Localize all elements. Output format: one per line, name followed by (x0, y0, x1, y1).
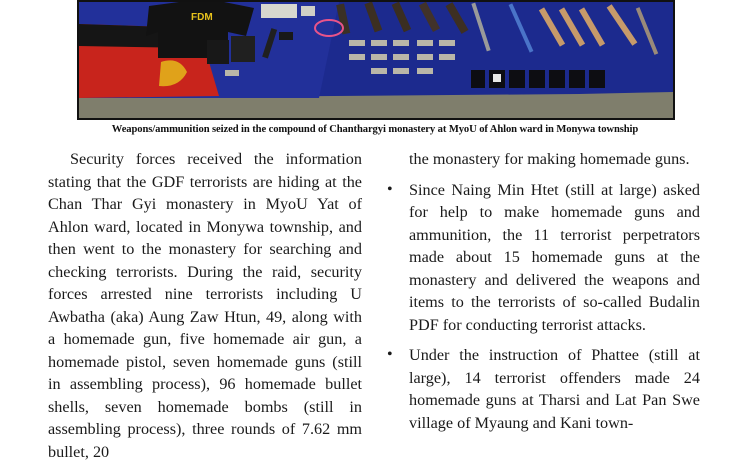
bullet-item (386, 344, 700, 434)
bullet-text: Under the instruction of Phattee (still at large), 14 terrorist offenders made 24 homemade guns at Tharsi and Lat Pan Swe village of Myaung and Kani town- (409, 346, 700, 432)
shirt-logo-text: FDM (191, 12, 213, 23)
bullet-text: Since Naing Min Htet (still at large) asked for help to make homemade guns and ammunition, the 11 terrorist perpetrators made about 15 homemade guns at the monastery and delivered the weapons and items to the terrorists of so-called Budalin PDF for conducting terrorist attacks. (409, 180, 700, 334)
photo-caption: Weapons/ammunition seized in the compound of Chanthargyi monastery at MyoU of Ahlon ward in Monywa township (111, 124, 639, 135)
bullet-icon: • (387, 180, 393, 198)
bullet-icon: • (387, 346, 393, 363)
right-column-continuation: the monastery for making homemade guns. (409, 150, 690, 168)
seized-weapons-photo (77, 0, 675, 120)
right-column (386, 148, 700, 434)
bullet-item (386, 179, 700, 337)
seized-weapons-image (79, 2, 673, 118)
left-column-paragraph: Security forces received the information stating that the GDF terrorists are hiding at the Chan Thar Gyi monastery in MyoU Yat of Ahlon ward, located in Monywa township, and then went to the monastery for searching and checking terrorists. During the raid, security forces arrested nine terrorists including U Awbatha (aka) Aung Zaw Htun, 49, along with a homemade gun, five homemade air gun, a homemade pistol, seven homemade guns (still in assembling process), 96 homemade bullet shells, seven homemade bombs (still in assembling process), three rounds of 7.62 mm bullet, 20 (48, 150, 362, 461)
